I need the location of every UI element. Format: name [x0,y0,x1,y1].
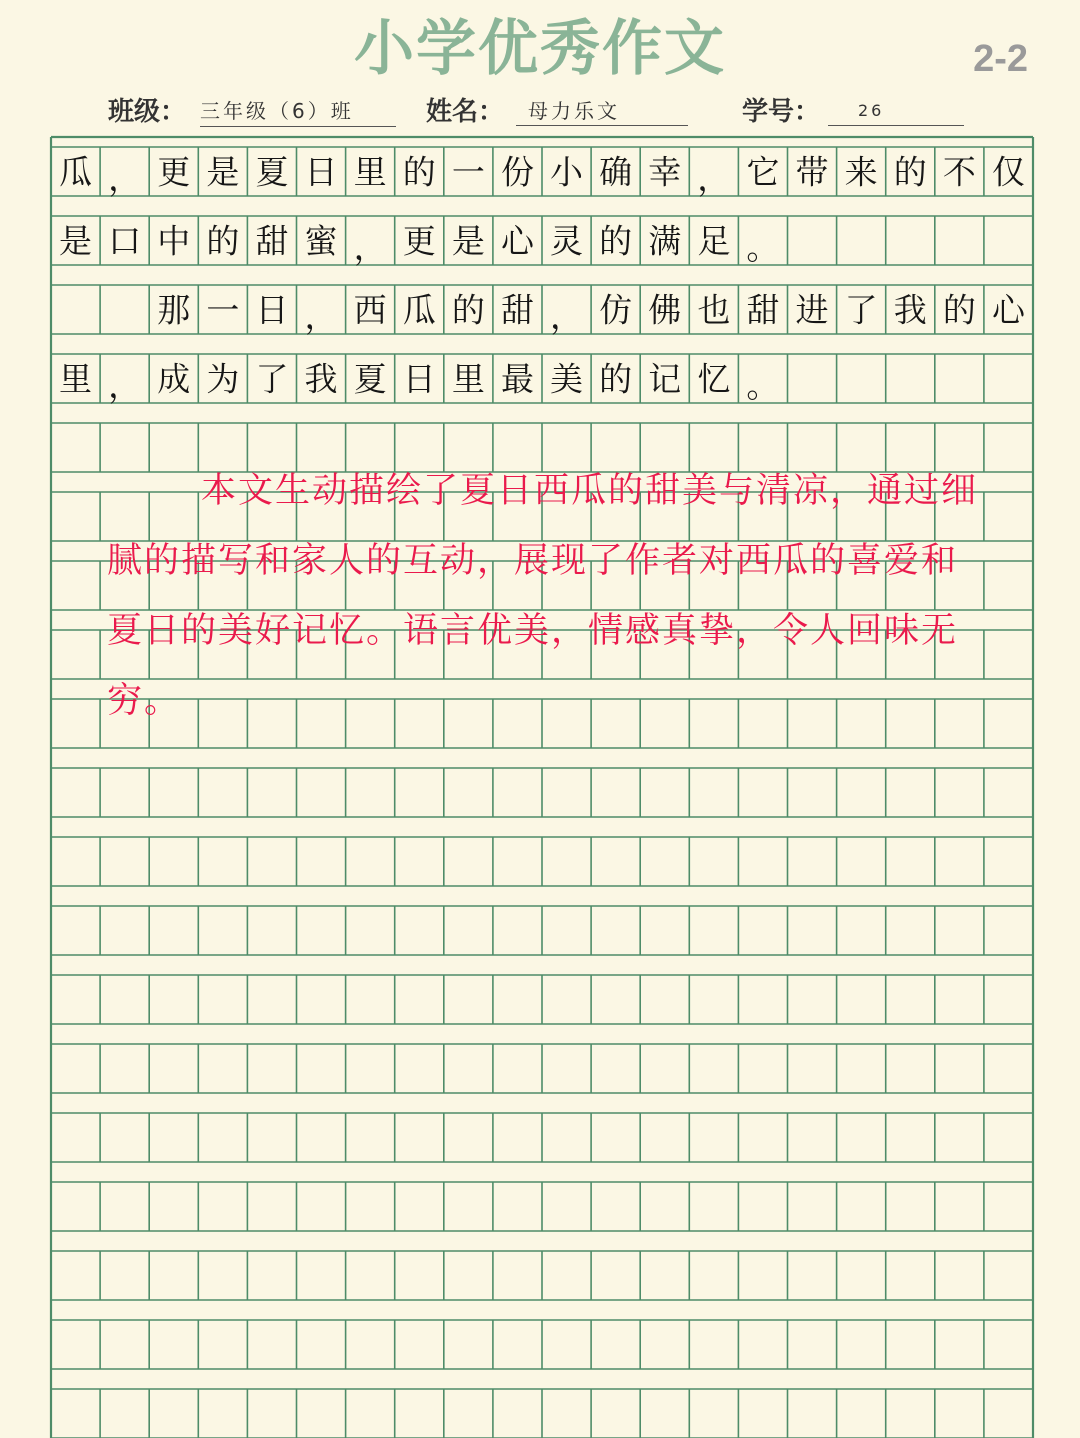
grid-lines [51,137,1033,1438]
essay-character: 小 [550,152,584,192]
essay-character: 不 [942,152,976,192]
essay-character: ， [108,159,142,198]
essay-character: 口 [108,221,142,261]
essay-character: 记 [648,359,682,399]
essay-character: 成 [157,359,191,399]
essay-character: 甜 [255,221,289,261]
essay-character: ， [353,228,387,267]
essay-text [59,153,1027,406]
essay-character: 为 [206,359,240,399]
essay-character: ， [550,297,583,336]
essay-character: 份 [500,152,534,192]
essay-character: 那 [157,290,191,330]
essay-character: 里 [59,359,93,399]
essay-character: 心 [991,290,1025,330]
essay-character: 更 [157,152,191,192]
essay-character: 。 [746,366,780,405]
essay-character: 佛 [648,290,682,330]
essay-character: 也 [697,290,731,330]
essay-character: 是 [59,221,93,261]
essay-character: 的 [206,221,240,261]
essay-character: 了 [255,359,289,399]
essay-character: 瓜 [402,290,436,330]
essay-character: 夏 [255,152,289,192]
essay-character: 一 [206,290,240,330]
teacher-comment-text: 本文生动描绘了夏日西瓜的甜美与清凉，通过细腻的描写和家人的互动，展现了作者对西瓜的喜爱和夏日的美好记忆。语言优美，情感真挚，令人回味无穷。 [107,471,979,721]
essay-character: 一 [451,152,485,192]
essay-character: 仿 [599,290,633,330]
essay-character: 来 [844,152,878,192]
essay-character: 带 [795,152,829,192]
page-indicator: 2-2 [973,38,1028,80]
essay-character: 西 [353,290,387,330]
number-label: 学号： [742,97,821,127]
essay-character: 甜 [500,290,534,330]
essay-character: 夏 [353,359,387,399]
essay-character: 瓜 [59,152,93,192]
essay-character: 甜 [746,290,780,330]
essay-character: 的 [942,290,976,330]
essay-character: 是 [451,221,485,261]
essay-character: 了 [844,290,878,330]
essay-character: 幸 [648,152,682,192]
name-field: 母力乐文 [516,96,688,126]
page-title: 小学优秀作文 [354,14,726,84]
essay-character: 。 [746,228,780,267]
essay-character: 最 [500,359,534,399]
essay-character: 的 [402,152,436,192]
essay-character: 美 [550,359,584,399]
essay-character: ， [108,366,142,405]
essay-character: 的 [599,221,633,261]
essay-character: 心 [500,221,534,261]
essay-character: 足 [697,221,731,261]
number-field: 26 [828,96,964,126]
essay-character: 仅 [991,152,1025,192]
essay-character: 我 [304,359,338,399]
essay-character: 我 [893,290,927,330]
essay-character: 进 [795,290,829,330]
essay-character: 它 [746,152,780,192]
essay-character: 日 [304,152,338,192]
essay-character: 日 [255,290,289,330]
essay-character: 的 [451,290,485,330]
class-field: 三年级（6）班 [200,96,396,127]
essay-character: 的 [599,359,633,399]
essay-character: ， [304,297,338,336]
essay-character: 日 [402,359,436,399]
essay-character: 灵 [550,221,584,261]
class-label: 班级： [108,97,187,127]
essay-character: 的 [893,152,927,192]
essay-character: 是 [206,152,240,192]
teacher-comment [107,456,987,736]
name-label: 姓名： [426,97,505,127]
essay-character: 忆 [697,359,731,399]
essay-character: 更 [402,221,436,261]
essay-character: 满 [648,221,682,261]
essay-character: 确 [599,152,633,192]
essay-character: 里 [353,152,387,192]
essay-character: 中 [157,221,191,261]
essay-character: 蜜 [304,221,338,261]
essay-character: 里 [451,359,485,399]
essay-character: ， [697,159,731,198]
